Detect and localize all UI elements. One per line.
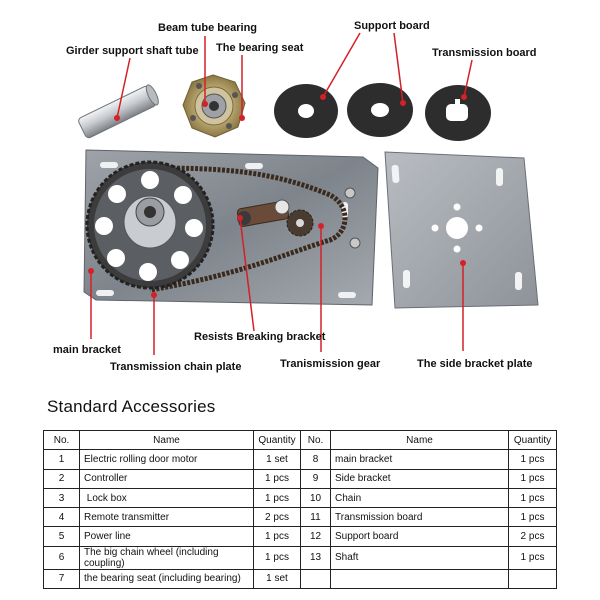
table-row bbox=[44, 546, 557, 569]
table-row bbox=[44, 527, 557, 546]
support-board-1 bbox=[274, 84, 338, 138]
cell-name: Electric rolling door motor bbox=[80, 450, 254, 469]
support-board-2 bbox=[347, 83, 413, 137]
cell-quantity: 1 set bbox=[254, 450, 301, 469]
cell-quantity: 1 pcs bbox=[509, 488, 557, 507]
table-row bbox=[44, 450, 557, 469]
cell-name: Remote transmitter bbox=[80, 508, 254, 527]
bearing-seat bbox=[183, 75, 245, 137]
cell-name: Controller bbox=[80, 469, 254, 488]
cell-name: Side bracket bbox=[331, 469, 509, 488]
table-row bbox=[44, 488, 557, 507]
cell-no: 8 bbox=[301, 450, 331, 469]
cell-no: 13 bbox=[301, 546, 331, 569]
cell-no: 2 bbox=[44, 469, 80, 488]
cell-no bbox=[301, 569, 331, 588]
label-girder-support-shaft-tube: Girder support shaft tube bbox=[66, 45, 199, 57]
cell-quantity: 1 pcs bbox=[509, 546, 557, 569]
side-bracket-plate bbox=[385, 152, 538, 308]
cell-no: 4 bbox=[44, 508, 80, 527]
header-no-2: No. bbox=[301, 431, 331, 450]
cell-no: 1 bbox=[44, 450, 80, 469]
cell-quantity: 1 pcs bbox=[509, 469, 557, 488]
cell-name bbox=[331, 569, 509, 588]
cell-name: The big chain wheel (including coupling) bbox=[80, 546, 254, 569]
label-transmission-gear: Tranismission gear bbox=[280, 358, 381, 370]
cell-quantity: 1 pcs bbox=[254, 546, 301, 569]
cell-quantity bbox=[509, 569, 557, 588]
cell-no: 10 bbox=[301, 488, 331, 507]
label-side-bracket-plate: The side bracket plate bbox=[417, 358, 533, 370]
leader-support-board-1 bbox=[323, 33, 360, 97]
section-title: Standard Accessories bbox=[47, 397, 216, 416]
cell-name: main bracket bbox=[331, 450, 509, 469]
cell-name: Transmission board bbox=[331, 508, 509, 527]
cell-name: Chain bbox=[331, 488, 509, 507]
cell-quantity: 1 pcs bbox=[254, 527, 301, 546]
cell-quantity: 1 pcs bbox=[509, 450, 557, 469]
cell-no: 11 bbox=[301, 508, 331, 527]
label-resists-breaking-bracket: Resists Breaking bracket bbox=[194, 331, 326, 343]
header-quantity-2: Quantity bbox=[509, 431, 557, 450]
label-beam-tube-bearing: Beam tube bearing bbox=[158, 22, 258, 34]
table-header-row bbox=[44, 431, 557, 450]
label-main-bracket: main bracket bbox=[53, 344, 121, 356]
cell-name: Shaft bbox=[331, 546, 509, 569]
cell-no: 12 bbox=[301, 527, 331, 546]
accessories-table bbox=[43, 430, 557, 589]
cell-quantity: 1 pcs bbox=[509, 508, 557, 527]
cell-no: 6 bbox=[44, 546, 80, 569]
cell-quantity: 2 pcs bbox=[509, 527, 557, 546]
header-name-2: Name bbox=[331, 431, 509, 450]
cell-name: the bearing seat (including bearing) bbox=[80, 569, 254, 588]
cell-name: Lock box bbox=[80, 488, 254, 507]
cell-name: Support board bbox=[331, 527, 509, 546]
cell-quantity: 2 pcs bbox=[254, 508, 301, 527]
transmission-board bbox=[425, 85, 491, 141]
label-transmission-board: Transmission board bbox=[432, 47, 537, 59]
label-bearing-seat: The bearing seat bbox=[216, 42, 304, 54]
cell-no: 9 bbox=[301, 469, 331, 488]
table-row bbox=[44, 469, 557, 488]
cell-quantity: 1 pcs bbox=[254, 488, 301, 507]
label-transmission-chain-plate: Transmission chain plate bbox=[110, 361, 242, 373]
cell-name: Power line bbox=[80, 527, 254, 546]
chain-wheel bbox=[87, 162, 213, 288]
header-quantity-1: Quantity bbox=[254, 431, 301, 450]
label-support-board: Support board bbox=[354, 20, 430, 32]
header-name-1: Name bbox=[80, 431, 254, 450]
header-no-1: No. bbox=[44, 431, 80, 450]
cell-quantity: 1 set bbox=[254, 569, 301, 588]
cell-quantity: 1 pcs bbox=[254, 469, 301, 488]
cell-no: 3 bbox=[44, 488, 80, 507]
table-row bbox=[44, 569, 557, 588]
cell-no: 7 bbox=[44, 569, 80, 588]
cell-no: 5 bbox=[44, 527, 80, 546]
table-row bbox=[44, 508, 557, 527]
